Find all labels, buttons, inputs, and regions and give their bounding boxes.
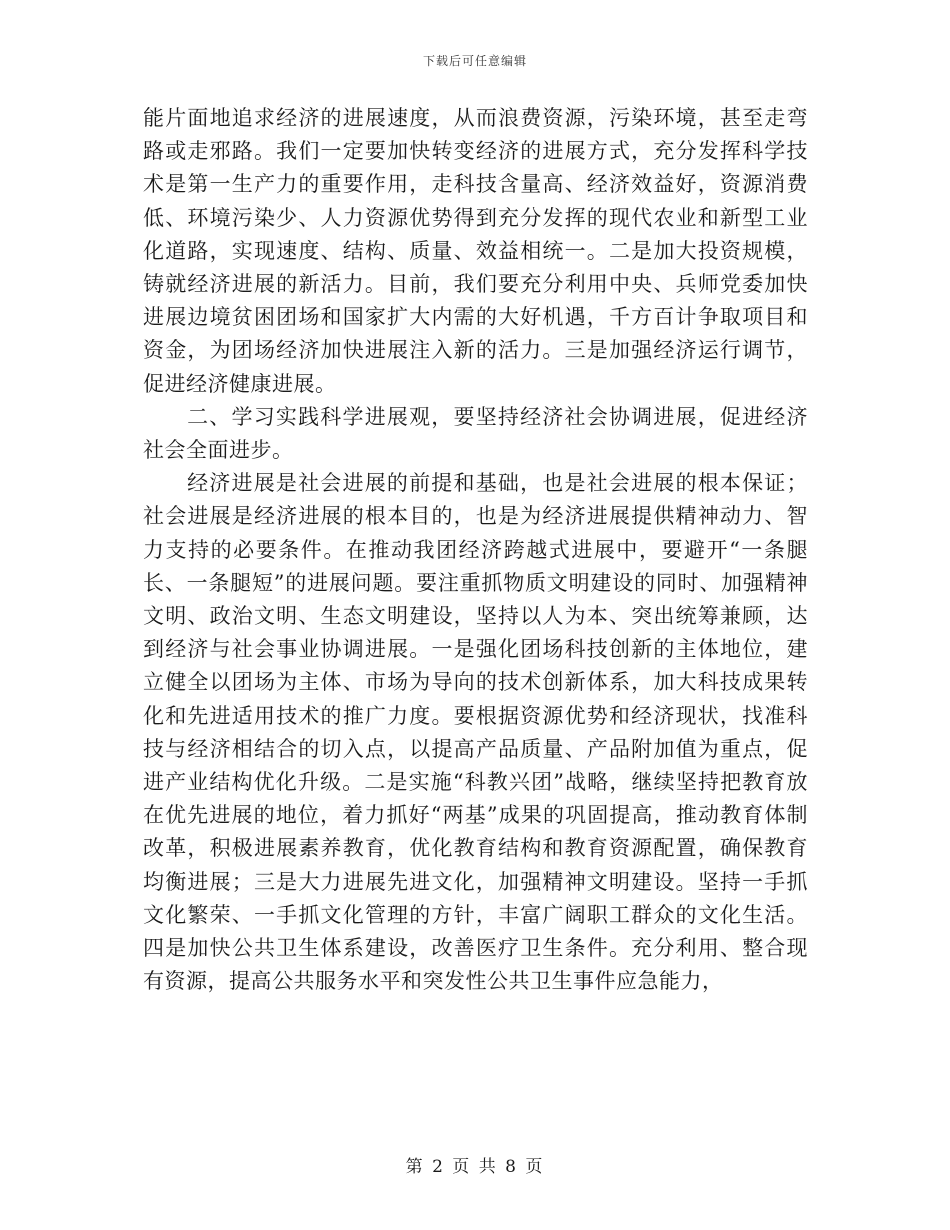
document-body: [143, 102, 808, 998]
page-number-footer: 第 2 页 共 8 页: [405, 1157, 545, 1177]
paragraph-continued: 能片面地追求经济的进展速度，从而浪费资源，污染环境，甚至走弯路或走邪路。我们一定要加快转变经济的进展方式，充分发挥科学技术是第一生产力的重要作用，走科技含量高、经济效益好，资源消费低、环境污染少、人力资源优势得到充分发挥的现代农业和新型工业化道路，实现速度、结构、质量、效益相统一。二是加大投资规模，铸就经济进展的新活力。目前，我们要充分利用中央、兵师党委加快进展边境贫困团场和国家扩大内需的大好机遇，千方百计争取项目和资金，为团场经济加快进展注入新的活力。三是加强经济运行调节，促进经济健康进展。: [143, 106, 808, 396]
section-heading-two: 二、学习实践科学进展观，要坚持经济社会协调进展，促进经济社会全面进步。: [143, 404, 808, 463]
page-header: 下载后可任意编辑: [422, 54, 527, 68]
paragraph-economic-social: 经济进展是社会进展的前提和基础，也是社会进展的根本保证；社会进展是经济进展的根本目的，也是为经济进展提供精神动力、智力支持的必要条件。在推动我团经济跨越式进展中，要避开“一条腿长、一条腿短”的进展问题。要注重抓物质文明建设的同时、加强精神文明、政治文明、生态文明建设，坚持以人为本、突出统筹兼顾，达到经济与社会事业协调进展。一是强化团场科技创新的主体地位，建立健全以团场为主体、市场为导向的技术创新体系，加大科技成果转化和先进适用技术的推广力度。要根据资源优势和经济现状，找准科技与经济相结合的切入点，以提高产品质量、产品附加值为重点，促进产业结构优化升级。二是实施“科教兴团”战略，继续坚持把教育放在优先进展的地位，着力抓好“两基”成果的巩固提高，推动教育体制改革，积极进展素养教育，优化教育结构和教育资源配置，确保教育均衡进展；三是大力进展先进文化，加强精神文明建设。坚持一手抓文化繁荣、一手抓文化管理的方针，丰富广阔职工群众的文化生活。四是加快公共卫生体系建设，改善医疗卫生条件。充分利用、整合现有资源，提高公共服务水平和突发性公共卫生事件应急能力，: [143, 471, 808, 994]
